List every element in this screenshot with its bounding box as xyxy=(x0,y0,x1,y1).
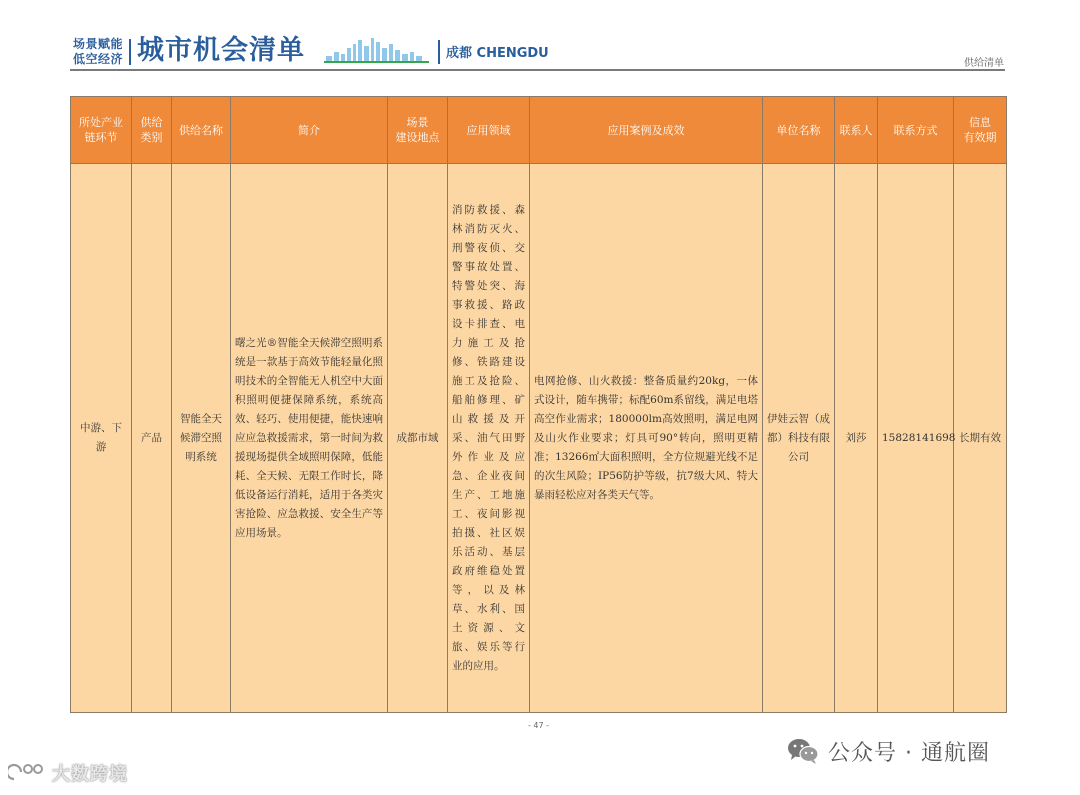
col-header-phone xyxy=(878,97,954,164)
col-header-cases-label: 应用案例及成效 xyxy=(607,123,685,137)
col-header-validity xyxy=(954,97,1007,164)
city-divider xyxy=(438,40,440,64)
col-header-location xyxy=(388,97,448,164)
col-header-contact-label: 联系人 xyxy=(839,123,873,137)
col-header-intro xyxy=(231,97,388,164)
col-header-company xyxy=(763,97,835,164)
col-header-chain-label: 所处产业 链环节 xyxy=(79,116,123,144)
watermark-wechat xyxy=(786,733,990,769)
cell-domain: 消防救援、森林消防灭火、刑警夜侦、交警事故处置、特警处突、海事救援、路政设卡排查、电力施工及抢修、铁路建设施工及抢险、船舶修理、矿山救援及开采、油气田野外作业及应急、企业夜间生产、工地施工、夜间影视拍摄、社区娱乐活动、基层政府维稳处置等，以及林草、水利、国土资源、文旅、娱乐等行业的应用。 xyxy=(448,164,530,713)
brand-tagline: 场景赋能 低空经济 xyxy=(73,37,124,66)
city-skyline-icon xyxy=(324,36,434,64)
col-header-name-label: 供给名称 xyxy=(179,123,223,137)
cell-company: 伊娃云智（成都）科技有限公司 xyxy=(763,164,835,713)
col-header-category xyxy=(132,97,172,164)
section-label: 供给清单 xyxy=(964,58,1004,69)
page-number: - 47 - xyxy=(528,721,550,730)
table-row xyxy=(71,164,1007,713)
watermark-source xyxy=(8,758,128,788)
source-logo-icon xyxy=(8,761,48,785)
watermark-wechat-text: 公众号 · 通航圈 xyxy=(828,740,990,766)
city-name: 成都 CHENGDU xyxy=(446,46,549,61)
cell-chain: 中游、下游 xyxy=(71,164,132,713)
col-header-chain xyxy=(71,97,132,164)
page-header xyxy=(0,0,1080,80)
table-header-row xyxy=(71,97,1007,164)
col-header-category-label: 供给 类别 xyxy=(140,116,163,144)
col-header-cases xyxy=(530,97,763,164)
brand-divider xyxy=(129,39,131,65)
col-header-company-label: 单位名称 xyxy=(776,123,821,137)
header-rule xyxy=(70,69,1005,71)
supply-table xyxy=(70,96,1007,713)
watermark-source-text: 大数跨境 xyxy=(52,764,128,785)
cell-validity: 长期有效 xyxy=(954,164,1007,713)
cell-contact: 刘莎 xyxy=(835,164,878,713)
cell-phone: 15828141698 xyxy=(878,164,954,713)
col-header-location-label: 场景 建设地点 xyxy=(395,116,440,144)
col-header-domain-label: 应用领域 xyxy=(466,123,511,137)
cell-intro: 曙之光®智能全天候滞空照明系统是一款基于高效节能轻量化照明技术的全智能无人机空中大面积照明便捷保障系统，系统高效、轻巧、使用便捷，能快速响应应急救援需求，第一时间为救援现场提供全域照明保障，低能耗、全天候、无限工作时长，降低设备运行消耗，适用于各类灾害抢险、应急救援、安全生产等应用场景。 xyxy=(231,164,388,713)
wechat-icon xyxy=(786,736,820,766)
cell-name: 智能全天候滞空照明系统 xyxy=(172,164,231,713)
col-header-validity-label: 信息 有效期 xyxy=(963,116,997,144)
col-header-contact xyxy=(835,97,878,164)
col-header-phone-label: 联系方式 xyxy=(893,123,938,137)
col-header-domain xyxy=(448,97,530,164)
cell-location: 成都市域 xyxy=(388,164,448,713)
col-header-name xyxy=(172,97,231,164)
page-title: 城市机会清单 xyxy=(137,35,305,66)
cell-cases: 电网抢修、山火救援：整备质量约20kg，一体式设计，随车携带；标配60m系留线，满足电塔高空作业需求；180000lm高效照明，满足电网及山火作业要求；灯具可90°转向，照明更精准；13266㎡大面积照明，全方位规避光线不足的次生风险；IP56防护等级，抗7级大风、特大暴雨轻松应对各类天气等。 xyxy=(530,164,763,713)
col-header-intro-label: 简介 xyxy=(298,123,320,137)
cell-category: 产品 xyxy=(132,164,172,713)
